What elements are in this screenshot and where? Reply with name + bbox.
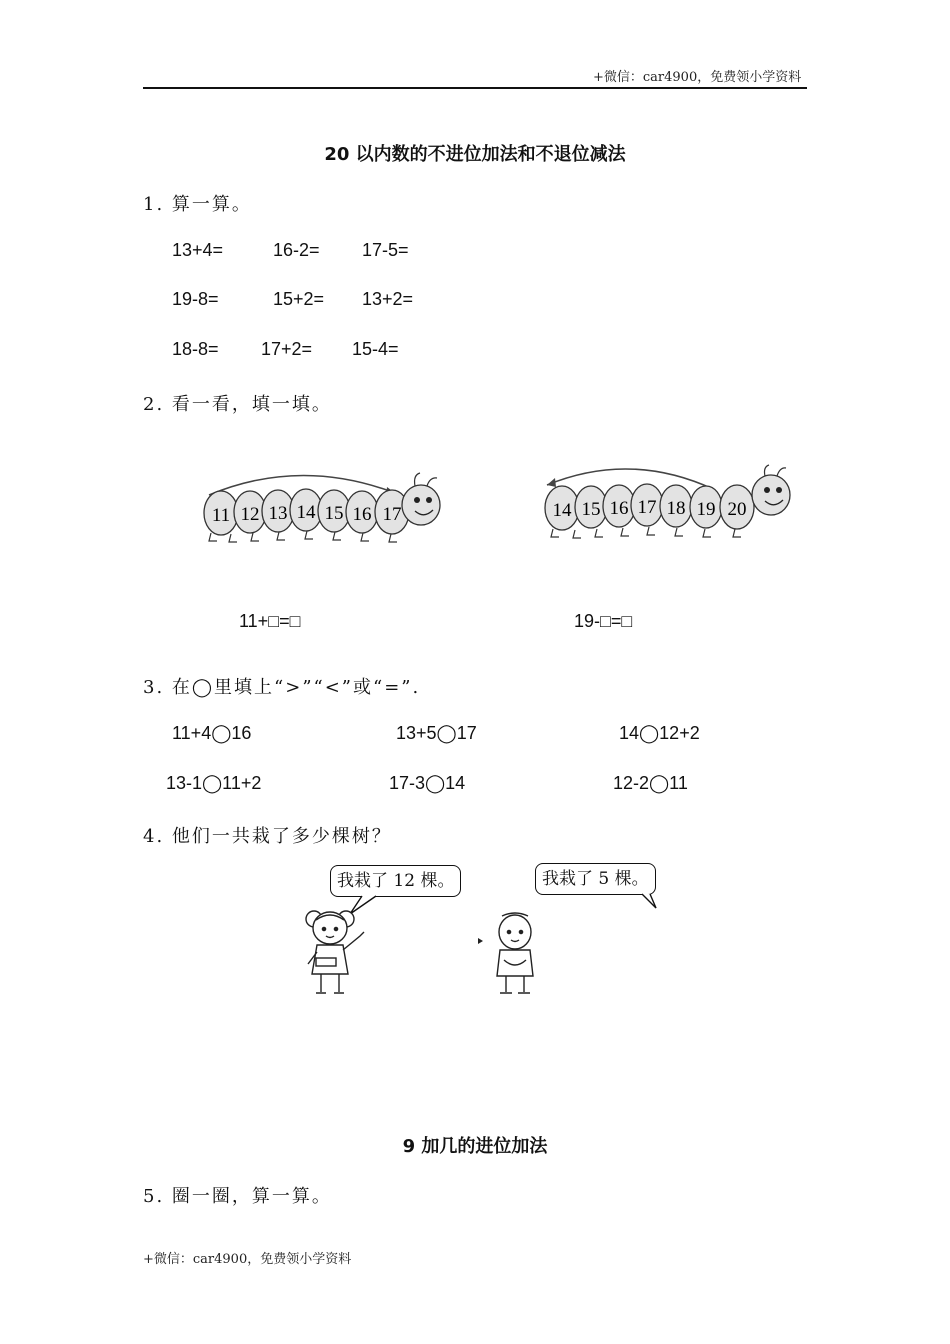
section-title-1: 20 以内数的不进位加法和不退位减法 <box>324 144 626 165</box>
q1-equation: 18-8= <box>172 339 219 359</box>
speech-bubble-girl-text: 我栽了 12 棵。 <box>337 871 455 891</box>
q1-equation: 15+2= <box>273 289 325 309</box>
question-3-label: 3. 在◯里填上“>”“<”或“=”. <box>143 677 421 698</box>
caterpillar-number: 14 <box>296 502 316 523</box>
q3-comparison: 13-1◯11+2 <box>166 773 262 793</box>
caterpillar-number: 17 <box>382 504 402 525</box>
caterpillar-number: 16 <box>352 504 372 525</box>
caterpillar-number: 15 <box>324 503 344 524</box>
caterpillar-number: 13 <box>268 503 288 524</box>
question-2-label: 2. 看一看，填一填。 <box>143 394 332 415</box>
q1-equation: 19-8= <box>172 289 219 309</box>
caterpillar-number: 17 <box>637 497 657 518</box>
children-illustration <box>290 890 690 1005</box>
caterpillar-number: 18 <box>666 498 686 519</box>
caterpillar-number: 12 <box>240 504 260 525</box>
q3-comparison: 14◯12+2 <box>619 723 700 743</box>
q2-equation-left: 11+□=□ <box>239 611 301 631</box>
caterpillar-number: 16 <box>609 498 629 519</box>
q1-equation: 13+4= <box>172 240 224 260</box>
q1-equation: 13+2= <box>362 289 414 309</box>
q3-comparison: 17-3◯14 <box>389 773 466 793</box>
q1-equation: 15-4= <box>352 339 399 359</box>
caterpillar-number: 20 <box>727 499 747 520</box>
caterpillar-number: 14 <box>552 500 572 521</box>
question-4-label: 4. 他们一共栽了多少棵树？ <box>143 826 392 847</box>
q1-equation: 17-5= <box>362 240 409 260</box>
girl-figure <box>306 911 364 993</box>
q1-equation: 16-2= <box>273 240 320 260</box>
header-rule <box>143 87 807 89</box>
speech-bubble-boy-text: 我栽了 5 棵。 <box>542 869 649 889</box>
caterpillar-number: 19 <box>696 499 716 520</box>
q3-comparison: 12-2◯11 <box>613 773 688 793</box>
caterpillar-number: 15 <box>581 499 601 520</box>
caterpillar-right-illustration <box>535 455 800 545</box>
boy-figure <box>497 913 533 993</box>
q1-equation: 17+2= <box>261 339 313 359</box>
header-note: +微信：car4900，免费领小学资料 <box>593 70 802 85</box>
q2-equation-right: 19-□=□ <box>574 611 633 631</box>
caterpillar-left-illustration <box>195 465 455 550</box>
caterpillar-number: 11 <box>211 505 231 526</box>
q3-comparison: 13+5◯17 <box>396 723 477 743</box>
question-1-label: 1. 算一算。 <box>143 194 252 215</box>
question-5-label: 5. 圈一圈，算一算。 <box>143 1186 332 1207</box>
q3-comparison: 11+4◯16 <box>172 723 252 743</box>
footer-note: +微信：car4900，免费领小学资料 <box>143 1252 352 1267</box>
section-title-2: 9 加几的进位加法 <box>402 1136 548 1157</box>
